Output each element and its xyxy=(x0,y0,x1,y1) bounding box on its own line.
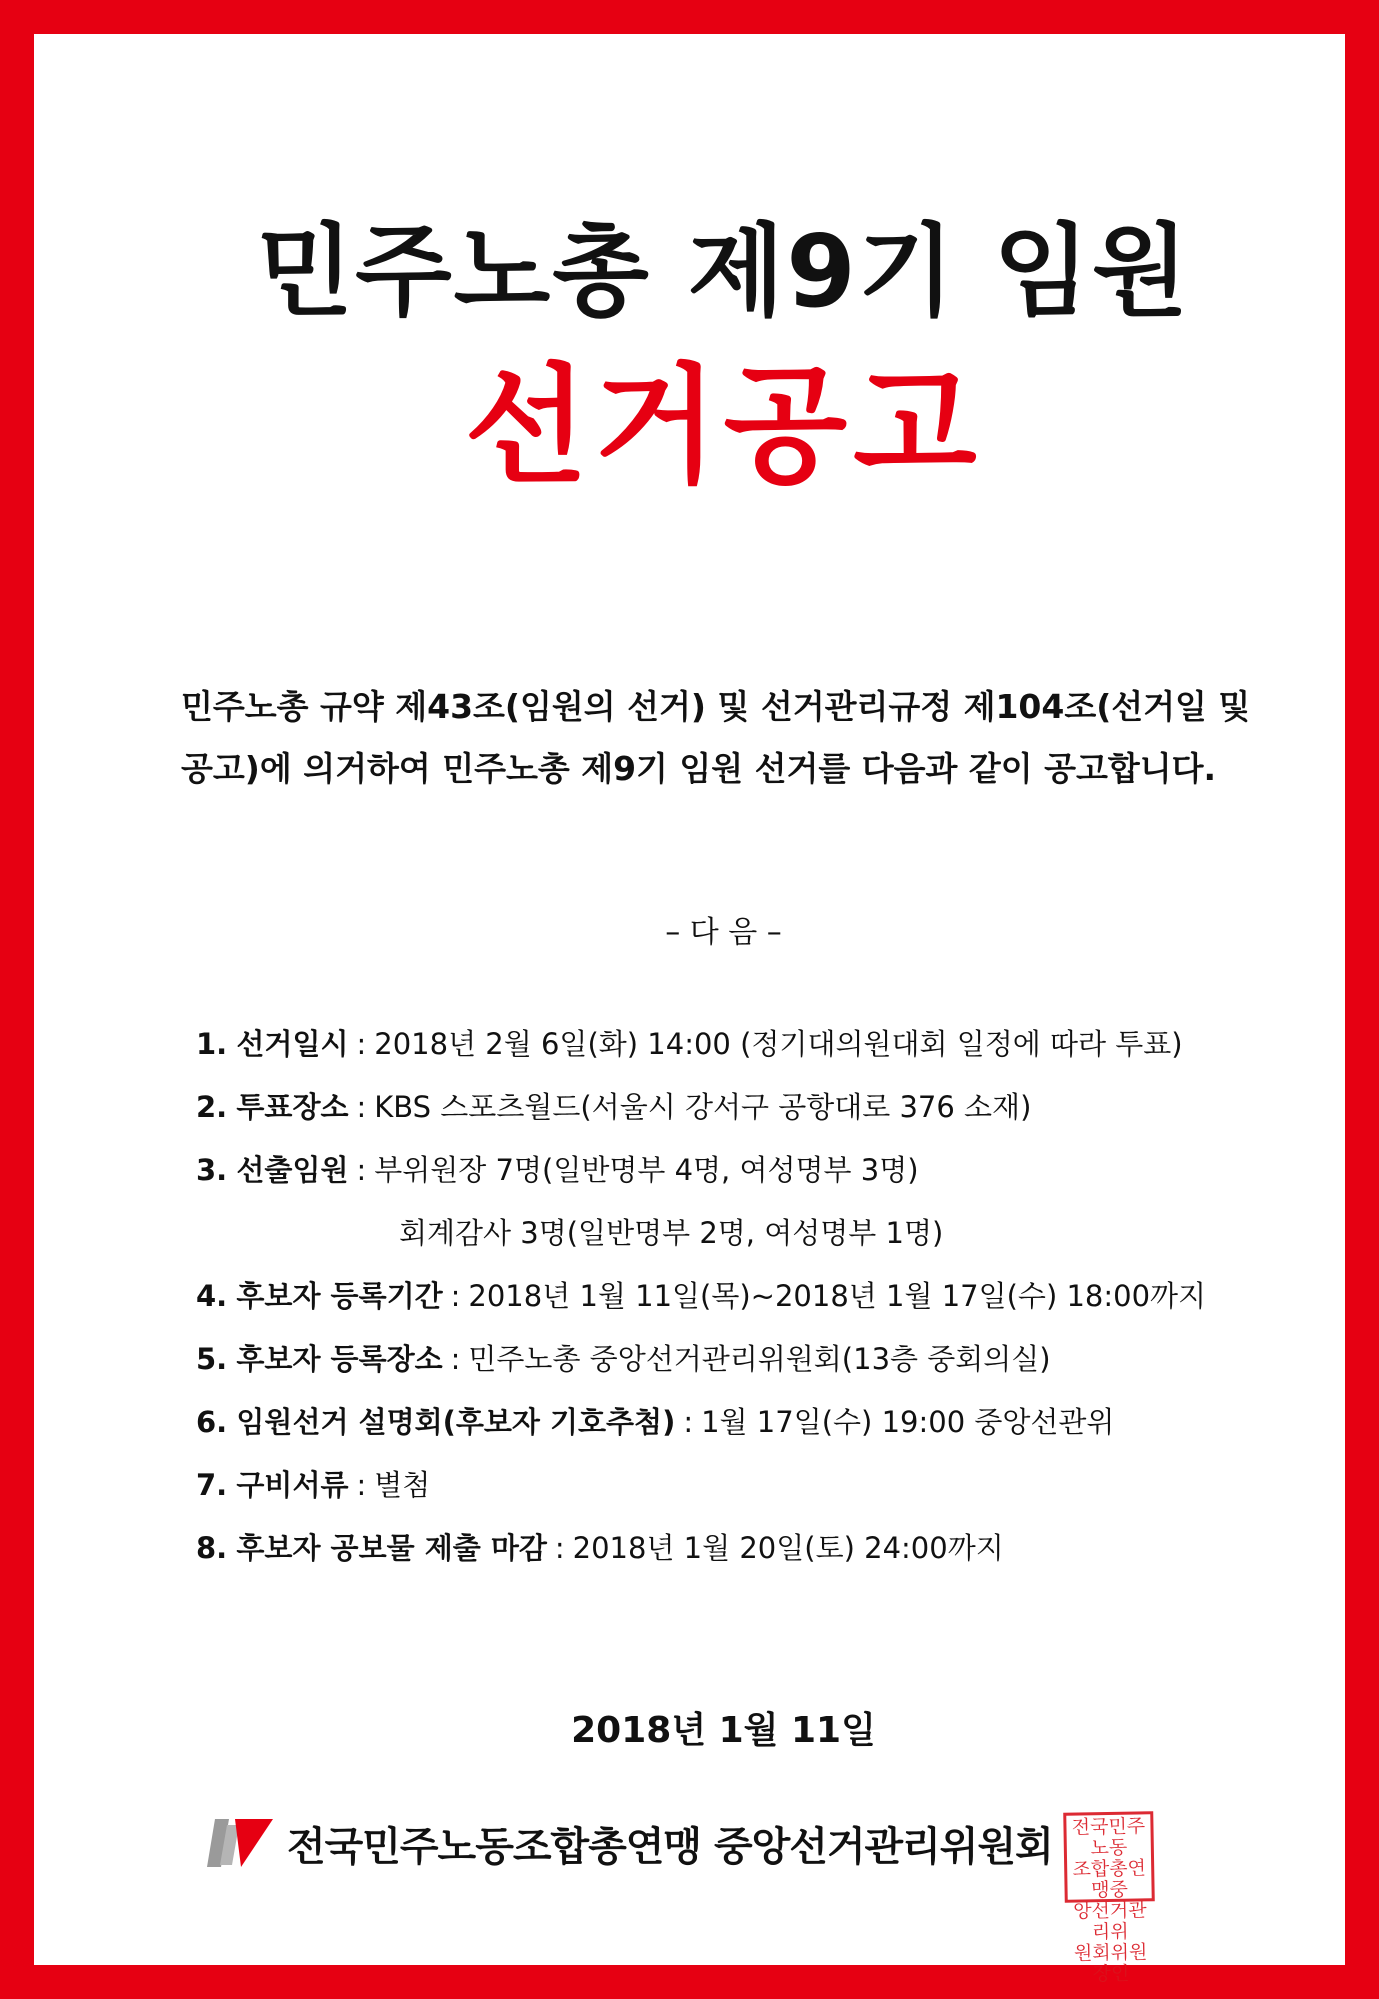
intro-paragraph: 민주노총 규약 제43조(임원의 선거) 및 선거관리규정 제104조(선거일 및 공고)에 의거하여 민주노총 제9기 임원 선거를 다음과 같이 공고합니다. xyxy=(181,687,1251,788)
item-label: 후보자 등록기간 xyxy=(236,1279,443,1313)
item-number: 8. xyxy=(196,1531,228,1565)
notice-item xyxy=(196,1085,1296,1148)
item-label: 구비서류 xyxy=(236,1468,349,1502)
notice-item xyxy=(196,1400,1296,1463)
item-separator: : xyxy=(356,1153,367,1187)
item-value: 2018년 1월 11일(목)~2018년 1월 17일(수) 18:00까지 xyxy=(468,1279,1207,1313)
notice-item xyxy=(196,1148,1296,1211)
poster-subtitle: 선거공고 xyxy=(464,352,983,501)
item-label: 임원선거 설명회(후보자 기호추첨) xyxy=(236,1405,676,1439)
item-number: 3. xyxy=(196,1153,228,1187)
item-separator: : xyxy=(554,1531,565,1565)
notice-item xyxy=(196,1526,1296,1589)
item-separator: : xyxy=(356,1468,367,1502)
item-number: 2. xyxy=(196,1090,228,1124)
official-seal-stamp xyxy=(1063,1811,1155,1986)
item-value: 민주노총 중앙선거관리위원회(13층 중회의실) xyxy=(468,1342,1051,1376)
item-separator: : xyxy=(356,1027,367,1061)
item-separator: : xyxy=(356,1090,367,1124)
footer-signature xyxy=(205,1808,1053,1878)
item-number: 5. xyxy=(196,1342,228,1376)
item-label: 투표장소 xyxy=(236,1090,349,1124)
notice-item xyxy=(196,1274,1296,1337)
notice-item xyxy=(196,1463,1296,1526)
seal-col-4: 원회위원장인 xyxy=(1073,1941,1148,1986)
notice-item xyxy=(196,1022,1296,1085)
item-value: 부위원장 7명(일반명부 4명, 여성명부 3명) xyxy=(374,1153,919,1187)
item-value: KBS 스포츠월드(서울시 강서구 공항대로 376 소재) xyxy=(374,1090,1032,1124)
item-label: 선거일시 xyxy=(236,1027,349,1061)
item-value: 회계감사 3명(일반명부 2명, 여성명부 1명) xyxy=(399,1216,944,1250)
seal-col-1: 전국민주노동 xyxy=(1071,1815,1146,1860)
item-number: 1. xyxy=(196,1027,228,1061)
poster-title: 민주노총 제9기 임원 xyxy=(256,213,1191,330)
item-value: 2018년 2월 6일(화) 14:00 (정기대의원대회 일정에 따라 투표) xyxy=(374,1027,1183,1061)
item-label: 후보자 공보물 제출 마감 xyxy=(236,1531,547,1565)
kctu-logo-icon xyxy=(205,1815,275,1871)
item-separator: : xyxy=(450,1342,461,1376)
organization-name: 전국민주노동조합총연맹 중앙선거관리위원회 xyxy=(287,1823,1053,1870)
notice-date: 2018년 1월 11일 xyxy=(571,1710,876,1751)
seal-col-3: 앙선거관리위 xyxy=(1073,1899,1147,1944)
notice-items-list xyxy=(196,1022,1296,1589)
section-divider-label: – 다 음 – xyxy=(665,915,782,950)
item-value: 1월 17일(수) 19:00 중앙선관위 xyxy=(701,1405,1115,1439)
item-label: 선출임원 xyxy=(236,1153,349,1187)
item-number: 7. xyxy=(196,1468,228,1502)
item-label: 후보자 등록장소 xyxy=(236,1342,443,1376)
seal-col-2: 조합총연맹중 xyxy=(1072,1857,1147,1902)
item-value: 별첨 xyxy=(374,1468,431,1502)
item-value: 2018년 1월 20일(토) 24:00까지 xyxy=(572,1531,1004,1565)
item-separator: : xyxy=(683,1405,694,1439)
item-number: 4. xyxy=(196,1279,228,1313)
item-separator: : xyxy=(450,1279,461,1313)
notice-item xyxy=(196,1337,1296,1400)
item-number: 6. xyxy=(196,1405,228,1439)
notice-item-continuation xyxy=(196,1211,1296,1274)
